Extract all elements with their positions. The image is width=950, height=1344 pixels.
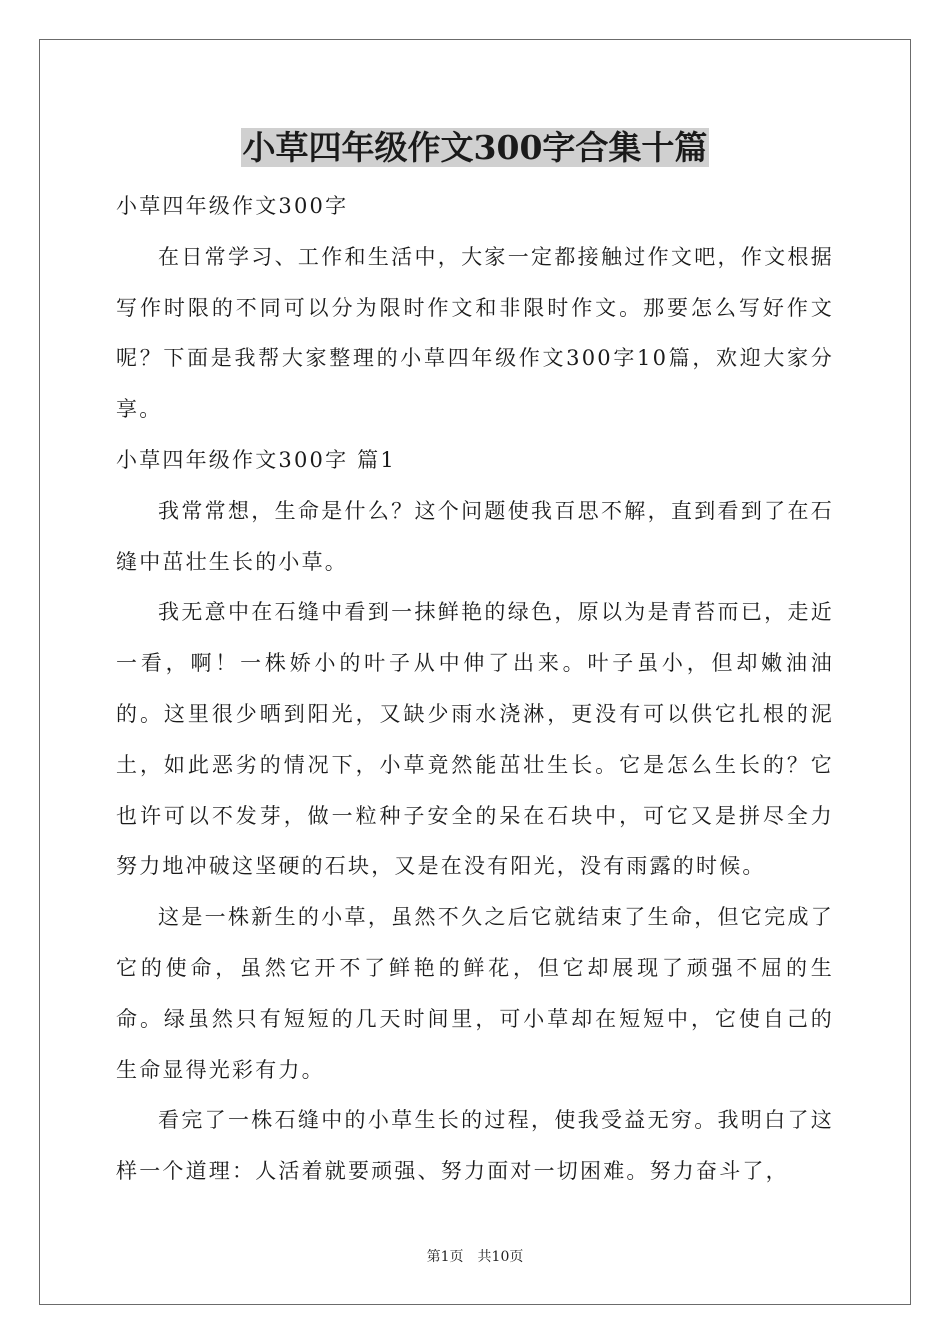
document-body [116, 125, 834, 1197]
body-paragraph-1: 我常常想，生命是什么？这个问题使我百思不解，直到看到了在石缝中茁壮生长的小草。 [116, 498, 834, 574]
page-footer: 第1页 共10页 [426, 1249, 524, 1265]
intro-paragraph: 在日常学习、工作和生活中，大家一定都接触过作文吧，作文根据写作时限的不同可以分为限时作文和非限时作文。那要怎么写好作文呢？下面是我帮大家整理的小草四年级作文300字10篇，欢迎大家分享。 [116, 244, 834, 422]
body-paragraph-2: 我无意中在石缝中看到一抹鲜艳的绿色，原以为是青苔而已，走近一看，啊！一株娇小的叶子从中伸了出来。叶子虽小，但却嫩油油的。这里很少晒到阳光，又缺少雨水浇淋，更没有可以供它扎根的泥土，如此恶劣的情况下，小草竟然能茁壮生长。它是怎么生长的？它也许可以不发芽，做一粒种子安全的呆在石块中，可它又是拼尽全力努力地冲破这坚硬的石块，又是在没有阳光，没有雨露的时候。 [116, 600, 834, 879]
section-heading: 小草四年级作文300字 篇1 [116, 447, 396, 472]
document-title: 小草四年级作文300字合集十篇 [242, 128, 708, 167]
document-subtitle: 小草四年级作文300字 [116, 194, 349, 218]
body-paragraph-3: 这是一株新生的小草，虽然不久之后它就结束了生命，但它完成了它的使命，虽然它开不了鲜艳的鲜花，但它却展现了顽强不屈的生命。绿虽然只有短短的几天时间里，可小草却在短短中，它使自己的生命显得光彩有力。 [116, 905, 834, 1082]
body-paragraph-4: 看完了一株石缝中的小草生长的过程，使我受益无穷。我明白了这样一个道理：人活着就要顽强、努力面对一切困难。努力奋斗了， [116, 1108, 834, 1184]
